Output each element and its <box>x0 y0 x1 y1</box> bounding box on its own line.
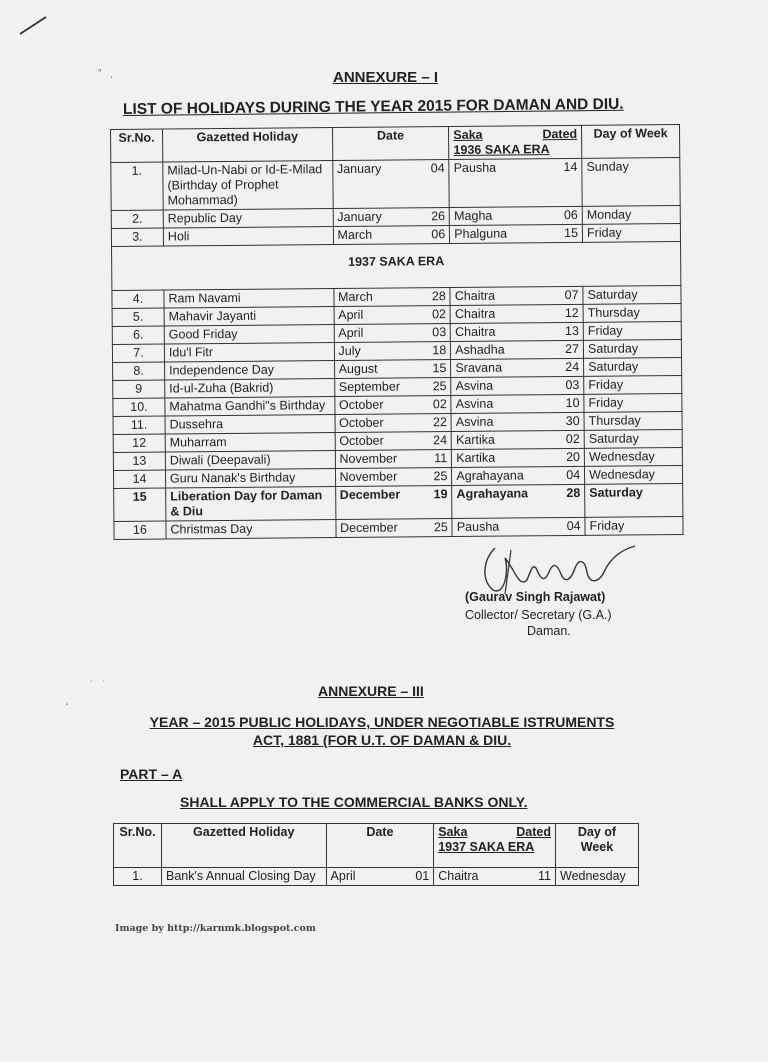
saka-month: Phalguna <box>454 226 508 241</box>
date-day: 25 <box>433 469 448 484</box>
cell-date <box>333 288 450 307</box>
annexure-1-title: LIST OF HOLIDAYS DURING THE YEAR 2015 FOR DAMAN AND DIU. <box>122 95 624 118</box>
cell-saka <box>434 868 556 886</box>
cell-holiday: Milad-Un-Nabi or Id-E-Milad (Birthday of Prophet Mohammad) <box>163 161 333 210</box>
saka-month: Kartika <box>455 432 496 447</box>
cell-holiday: Idu'l Fitr <box>164 343 334 362</box>
saka-day: 11 <box>538 869 551 883</box>
pen-stroke-mark <box>18 14 48 36</box>
date-month: November <box>339 451 398 467</box>
cell-day-of-week: Saturday <box>584 358 682 377</box>
cell-holiday: Liberation Day for Daman & Diu <box>166 487 336 521</box>
image-credit-footer: Image by http://karnmk.blogspot.com <box>115 923 316 934</box>
cell-saka <box>450 206 583 225</box>
annexure-3-title-line-1: YEAR – 2015 PUBLIC HOLIDAYS, UNDER NEGOTIABLE ISTRUMENTS <box>149 714 615 730</box>
saka-month: Pausha <box>456 519 500 534</box>
table-row <box>114 484 683 522</box>
era-1937-label: 1937 SAKA ERA <box>112 242 681 291</box>
cell-holiday: Good Friday <box>164 325 334 344</box>
cell-srno: 13 <box>113 452 165 470</box>
saka-month: Asvina <box>455 378 494 393</box>
date-day: 02 <box>432 397 447 412</box>
saka-month: Agrahayana <box>456 468 524 483</box>
saka-month: Asvina <box>455 396 494 411</box>
date-month: April <box>338 307 364 323</box>
cell-holiday: Republic Day <box>163 209 333 228</box>
cell-holiday: Muharram <box>165 433 335 452</box>
cell-holiday: Christmas Day <box>166 520 336 539</box>
cell-srno: 16 <box>114 521 166 539</box>
saka-month: Agrahayana <box>456 486 529 501</box>
date-day: 22 <box>432 415 447 430</box>
cell-date <box>333 208 450 227</box>
date-month: July <box>338 343 361 359</box>
cell-saka <box>450 224 583 243</box>
cell-date <box>326 868 434 886</box>
saka-day: 27 <box>565 341 580 357</box>
date-month: April <box>338 325 364 341</box>
saka-day: 13 <box>564 323 579 339</box>
date-day: 02 <box>431 307 447 322</box>
cell-saka <box>451 358 584 377</box>
cell-day-of-week: Saturday <box>585 484 683 518</box>
saka-day: 15 <box>564 225 579 241</box>
saka-era-label: 1937 SAKA ERA <box>438 840 535 854</box>
date-month: October <box>339 433 384 449</box>
col-saka <box>449 125 582 159</box>
cell-srno: 4. <box>112 290 164 308</box>
cell-saka <box>452 466 585 485</box>
saka-day: 04 <box>566 467 581 483</box>
saka-era-label: 1936 SAKA ERA <box>453 142 550 158</box>
cell-srno: 7. <box>112 344 164 362</box>
saka-day: 28 <box>566 485 581 501</box>
cell-srno: 6. <box>112 326 164 344</box>
cell-saka <box>452 517 585 536</box>
table-row <box>114 868 639 886</box>
cell-saka <box>451 340 584 359</box>
cell-srno: 12 <box>113 434 165 452</box>
col-day-of-week: Day of Week <box>556 824 639 868</box>
cell-saka <box>452 448 585 467</box>
saka-day: 10 <box>565 395 580 411</box>
saka-month: Ashadha <box>455 342 505 357</box>
date-day: 11 <box>434 451 448 466</box>
annexure-1-heading: ANNEXURE – I <box>333 69 439 86</box>
cell-date <box>334 342 451 361</box>
cell-date <box>335 450 452 469</box>
saka-month: Kartika <box>456 450 496 465</box>
date-day: 01 <box>415 869 430 883</box>
col-date: Date <box>326 824 434 868</box>
date-month: November <box>339 469 398 485</box>
cell-holiday: Mahatma Gandhi"s Birthday <box>165 397 335 416</box>
signatory-designation: Collector/ Secretary (G.A.) <box>465 608 612 622</box>
cell-srno: 14 <box>113 470 165 488</box>
cell-date <box>334 378 451 397</box>
cell-day-of-week: Monday <box>582 206 680 225</box>
date-month: October <box>339 415 384 431</box>
table-row <box>111 158 680 211</box>
cell-date <box>334 396 451 415</box>
cell-date <box>335 486 452 520</box>
cell-holiday: Bank's Annual Closing Day <box>161 868 326 886</box>
dated-label: Dated <box>542 126 578 142</box>
scan-speck: ″ ˛ <box>98 68 117 79</box>
cell-srno: 11. <box>113 416 165 434</box>
annexure-3-title-line-2: ACT, 1881 (FOR U.T. OF DAMAN & DIU. <box>252 732 512 748</box>
date-day: 28 <box>431 289 446 304</box>
date-day: 03 <box>432 325 447 340</box>
cell-date <box>334 360 451 379</box>
saka-day: 24 <box>565 359 580 375</box>
saka-month: Magha <box>454 208 493 224</box>
cell-srno: 10. <box>113 398 165 416</box>
cell-holiday: Independence Day <box>164 361 334 380</box>
col-srno: Sr.No. <box>111 129 163 162</box>
date-day: 26 <box>431 209 446 224</box>
date-month: March <box>337 289 373 305</box>
saka-month: Asvina <box>455 414 494 429</box>
cell-srno: 5. <box>112 308 164 326</box>
annexure-3-title <box>122 713 642 749</box>
saka-label: Saka <box>453 127 483 143</box>
cell-srno: 9 <box>113 380 165 398</box>
saka-day: 20 <box>565 449 581 465</box>
date-day: 19 <box>433 487 448 502</box>
table-header-row <box>111 125 680 163</box>
date-month: August <box>338 361 378 377</box>
cell-holiday: Dussehra <box>165 415 335 434</box>
cell-srno: 8. <box>113 362 165 380</box>
cell-date <box>334 306 451 325</box>
col-holiday: Gazetted Holiday <box>162 128 332 162</box>
date-month: April <box>330 869 356 883</box>
cell-day-of-week: Wednesday <box>585 466 683 485</box>
cell-saka <box>451 322 584 341</box>
cell-day-of-week: Friday <box>582 224 680 243</box>
saka-month: Pausha <box>453 160 497 176</box>
saka-label: Saka <box>438 825 468 839</box>
holiday-table-annexure-3 <box>113 823 639 886</box>
date-day: 25 <box>432 379 447 394</box>
cell-date <box>335 414 452 433</box>
saka-month: Chaitra <box>454 288 496 303</box>
cell-srno: 1. <box>114 868 162 886</box>
cell-date <box>335 432 452 451</box>
cell-saka <box>451 412 584 431</box>
saka-day: 06 <box>563 207 578 223</box>
saka-day: 07 <box>564 287 579 303</box>
saka-day: 04 <box>566 518 581 534</box>
saka-day: 14 <box>563 159 578 175</box>
col-srno: Sr.No. <box>114 824 162 868</box>
cell-holiday: Holi <box>163 227 333 246</box>
cell-holiday: Diwali (Deepavali) <box>165 451 335 470</box>
saka-day: 02 <box>565 431 580 447</box>
date-day: 25 <box>433 520 448 535</box>
cell-holiday: Mahavir Jayanti <box>164 307 334 326</box>
date-month: December <box>339 520 398 536</box>
date-month: December <box>339 487 401 503</box>
table-row <box>114 517 683 540</box>
dated-label: Dated <box>516 825 551 839</box>
cell-holiday: Id-ul-Zuha (Bakrid) <box>165 379 335 398</box>
saka-day: 03 <box>565 377 580 393</box>
date-month: October <box>338 397 384 413</box>
cell-day-of-week: Wednesday <box>584 448 682 467</box>
cell-date <box>332 160 449 209</box>
date-day: 06 <box>431 227 446 242</box>
annexure-3-heading: ANNEXURE – III <box>318 683 424 699</box>
cell-day-of-week: Saturday <box>584 430 682 449</box>
cell-holiday: Ram Navami <box>164 289 334 308</box>
cell-saka <box>449 158 582 207</box>
col-holiday: Gazetted Holiday <box>161 824 326 868</box>
cell-srno: 15 <box>114 488 166 521</box>
date-day: 15 <box>432 361 447 376</box>
cell-date <box>335 519 452 538</box>
cell-date <box>334 324 451 343</box>
saka-month: Chaitra <box>455 324 496 339</box>
saka-day: 30 <box>565 413 580 429</box>
saka-month: Chaitra <box>454 306 496 321</box>
cell-day-of-week: Friday <box>585 517 683 536</box>
cell-saka <box>450 304 583 323</box>
cell-holiday: Guru Nanak's Birthday <box>165 469 335 488</box>
table-header-row <box>114 824 639 868</box>
date-month: September <box>338 379 401 395</box>
signatory-name: (Gaurav Singh Rajawat) <box>465 590 606 604</box>
cell-day-of-week: Saturday <box>583 286 681 305</box>
part-a-heading: PART – A <box>120 766 183 782</box>
col-day-of-week: Day of Week <box>582 125 680 159</box>
cell-srno: 1. <box>111 162 163 210</box>
cell-srno: 3. <box>111 228 163 246</box>
signatory-place: Daman. <box>527 624 571 638</box>
date-day: 18 <box>432 343 447 358</box>
cell-day-of-week: Friday <box>583 322 681 341</box>
era-divider-row <box>112 242 681 291</box>
applies-to-heading: SHALL APPLY TO THE COMMERCIAL BANKS ONLY. <box>180 794 528 810</box>
date-day: 24 <box>433 433 448 448</box>
scan-speck: ˛ <box>66 695 73 706</box>
cell-srno: 2. <box>111 210 163 228</box>
date-month: January <box>336 161 382 177</box>
cell-day-of-week: Saturday <box>583 340 681 359</box>
scan-speck: ˙ ˙ <box>90 680 109 691</box>
saka-month: Sravana <box>455 360 503 375</box>
saka-day: 12 <box>564 305 579 321</box>
col-saka <box>434 824 556 868</box>
cell-day-of-week: Thursday <box>583 304 681 323</box>
cell-saka <box>451 430 584 449</box>
cell-day-of-week: Sunday <box>582 158 680 207</box>
cell-saka <box>451 376 584 395</box>
cell-saka <box>451 394 584 413</box>
cell-saka <box>452 484 585 518</box>
cell-saka <box>450 286 583 305</box>
cell-day-of-week: Thursday <box>584 412 682 431</box>
date-month: January <box>337 209 382 225</box>
cell-date <box>333 226 450 245</box>
cell-day-of-week: Friday <box>584 376 682 395</box>
cell-date <box>335 468 452 487</box>
cell-day-of-week: Friday <box>584 394 682 413</box>
saka-month: Chaitra <box>438 869 479 883</box>
date-month: March <box>337 227 373 243</box>
cell-day-of-week: Wednesday <box>556 868 639 886</box>
col-date: Date <box>332 127 449 161</box>
holiday-table-annexure-1 <box>110 124 684 540</box>
date-day: 04 <box>430 161 445 176</box>
